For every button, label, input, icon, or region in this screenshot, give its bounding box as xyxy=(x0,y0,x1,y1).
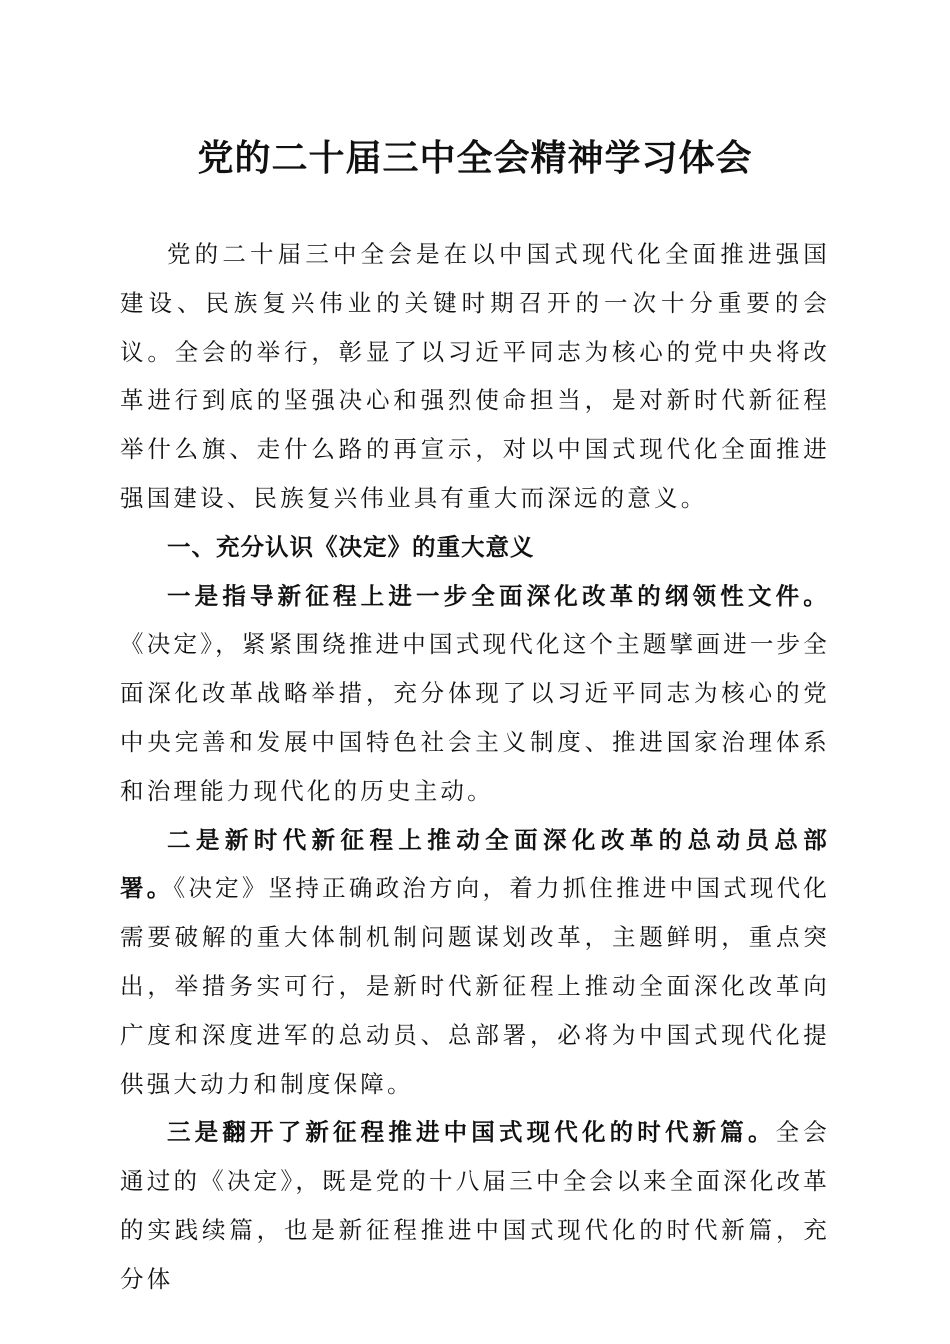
point-paragraph-2 xyxy=(120,816,830,1109)
point-text-2: 《决定》坚持正确政治方向，着力抓住推进中国式现代化需要破解的重大体制机制问题谋划改革，主题鲜明，重点突出，举措务实可行，是新时代新征程上推动全面深化改革向广度和深度进军的总动员、总部署，必将为中国式现代化提供强大动力和制度保障。 xyxy=(120,874,830,1098)
point-lead-2: 二是新时代新征程上推动全面深化改革的总动员总部署。 xyxy=(120,825,830,903)
point-lead-1: 一是指导新征程上进一步全面深化改革的纲领性文件。 xyxy=(167,581,830,610)
point-paragraph-1 xyxy=(120,572,830,816)
point-lead-3: 三是翻开了新征程推进中国式现代化的时代新篇。 xyxy=(167,1118,776,1147)
intro-paragraph: 党的二十届三中全会是在以中国式现代化全面推进强国建设、民族复兴伟业的关键时期召开的一次十分重要的会议。全会的举行，彰显了以习近平同志为核心的党中央将改革进行到底的坚强决心和强烈使命担当，是对新时代新征程举什么旗、走什么路的再宣示，对以中国式现代化全面推进强国建设、民族复兴伟业具有重大而深远的意义。 xyxy=(120,240,830,512)
point-text-3: 全会通过的《决定》，既是党的十八届三中全会以来全面深化改革的实践续篇，也是新征程推进中国式现代化的时代新篇，充分体 xyxy=(120,1118,830,1293)
document-body xyxy=(120,230,830,1304)
section-heading: 一、充分认识《决定》的重大意义 xyxy=(167,532,535,561)
point-text-1: 《决定》，紧紧围绕推进中国式现代化这个主题擘画进一步全面深化改革战略举措，充分体现了以习近平同志为核心的党中央完善和发展中国特色社会主义制度、推进国家治理体系和治理能力现代化的历史主动。 xyxy=(120,630,830,805)
document-title: 党的二十届三中全会精神学习体会 xyxy=(197,137,753,179)
point-paragraph-3 xyxy=(120,1108,830,1303)
